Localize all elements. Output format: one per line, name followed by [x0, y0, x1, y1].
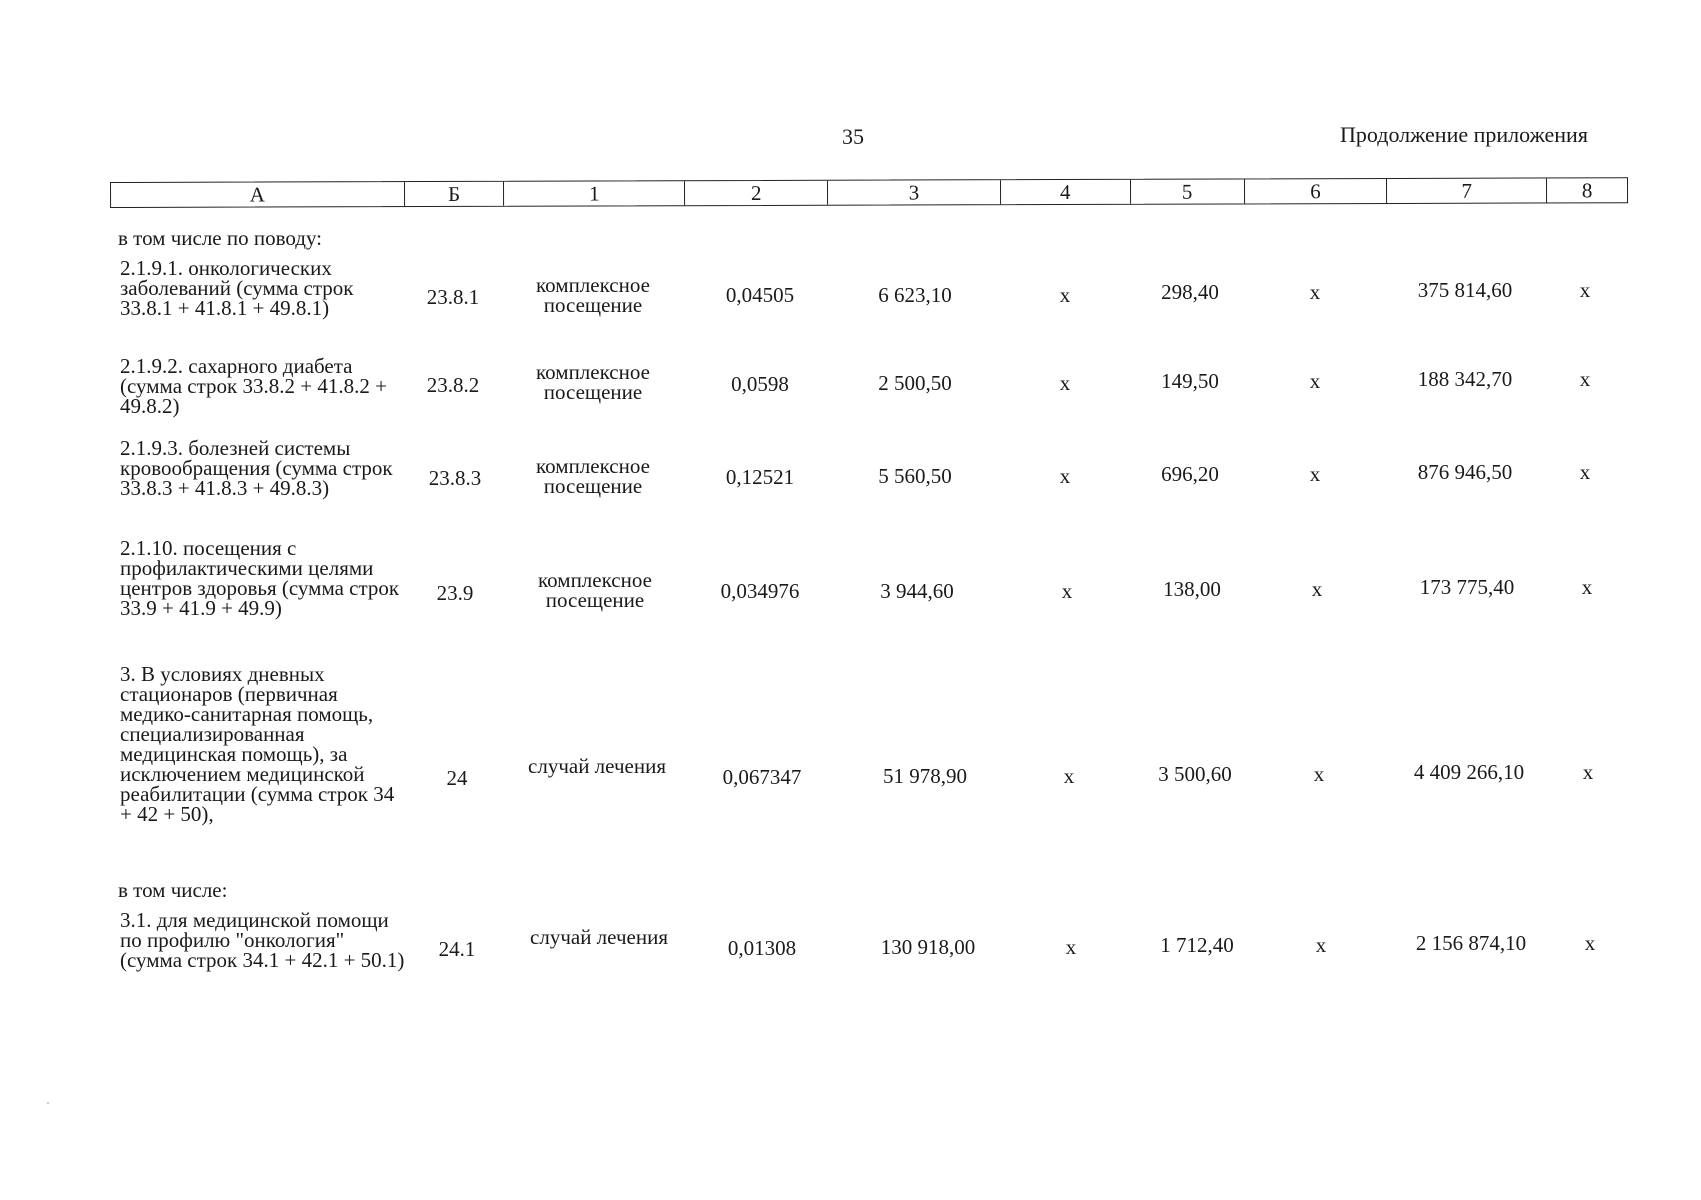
row-description: 2.1.9.3. болезней системы кровообращения (сумма строк 33.8.3 + 41.8.3 + 49.8.3): [120, 436, 393, 500]
row-unit: случай лечения: [530, 925, 668, 949]
row-col8: х: [1579, 460, 1591, 484]
row-col3: 3 944,60: [880, 579, 954, 603]
row-col4: х: [1061, 579, 1073, 603]
row-unit: комплексное посещение: [536, 454, 650, 498]
row-col8: х: [1579, 367, 1591, 391]
row-col2: 0,01308: [727, 936, 797, 960]
page-number: 35: [842, 124, 864, 149]
row-col4: х: [1059, 283, 1071, 307]
row-description: 3.1. для медицинской помощи по профилю "онкология" (сумма строк 34.1 + 42.1 + 50.1): [120, 908, 405, 972]
row-col4: х: [1059, 464, 1071, 488]
row-col6: х: [1315, 933, 1327, 957]
row-col7: 173 775,40: [1419, 575, 1515, 599]
row-col7: 4 409 266,10: [1413, 760, 1525, 784]
column-header-row: [110, 177, 1628, 208]
row-col8: х: [1584, 931, 1596, 955]
row-description: 2.1.9.1. онкологических заболеваний (сумма строк 33.8.1 + 41.8.1 + 49.8.1): [120, 256, 354, 320]
row-col3: 5 560,50: [878, 464, 952, 488]
row-col6: х: [1313, 762, 1325, 786]
row-col8: х: [1582, 760, 1594, 784]
row-col6: х: [1309, 462, 1321, 486]
row-col5: 138,00: [1163, 577, 1221, 601]
column-header-8: 8: [1581, 178, 1593, 203]
row-col6: х: [1311, 577, 1323, 601]
row-col3: 2 500,50: [878, 371, 952, 395]
subhead-including-reason: в том числе по поводу:: [118, 226, 323, 250]
row-col2: 0,12521: [725, 465, 795, 489]
row-col5: 696,20: [1161, 462, 1219, 486]
row-code: 23.8.2: [426, 373, 480, 397]
row-col6: х: [1309, 369, 1321, 393]
row-code: 23.8.1: [426, 285, 480, 309]
row-col4: х: [1063, 764, 1075, 788]
column-header-5: 5: [1131, 179, 1245, 203]
row-code: 24.1: [438, 937, 476, 961]
column-header-a: А: [111, 182, 405, 207]
row-code: 24: [446, 766, 468, 790]
row-col3: 6 623,10: [878, 283, 952, 307]
row-col5: 298,40: [1161, 280, 1219, 304]
column-header-1: 1: [504, 181, 685, 206]
row-col4: х: [1059, 371, 1071, 395]
row-col2: 0,067347: [722, 765, 802, 789]
row-col4: х: [1065, 935, 1077, 959]
row-description: 2.1.10. посещения с профилактическими целями центров здоровья (сумма строк 33.9 + 41.9 + 49.9): [120, 536, 400, 620]
column-header-b: Б: [405, 182, 505, 206]
column-header-7: 7: [1387, 178, 1547, 203]
column-header-4: 4: [1001, 180, 1131, 204]
row-col2: 0,04505: [725, 283, 795, 307]
row-col5: 1 712,40: [1160, 933, 1234, 957]
row-col3: 51 978,90: [883, 764, 967, 788]
continuation-label: Продолжение приложения: [1340, 122, 1588, 147]
column-header-3: 3: [828, 180, 1001, 205]
row-unit: комплексное посещение: [536, 360, 650, 404]
row-col5: 3 500,60: [1158, 762, 1232, 786]
row-unit: комплексное посещение: [538, 568, 652, 612]
row-description: 3. В условиях дневных стационаров (первичная медико-санитарная помощь, специализированная медицинская помощь), за исключением медицинской реабилитации (сумма строк 34 + 42 + 50),: [120, 662, 395, 826]
row-unit: случай лечения: [528, 754, 666, 778]
column-header-6: 6: [1244, 179, 1387, 203]
row-col3: 130 918,00: [880, 935, 976, 959]
scan-speck: [47, 1102, 49, 1104]
row-code: 23.9: [436, 581, 474, 605]
row-col2: 0,034976: [720, 579, 800, 603]
row-col7: 375 814,60: [1417, 278, 1513, 302]
row-col8: х: [1581, 575, 1593, 599]
row-description: 2.1.9.2. сахарного диабета (сумма строк 33.8.2 + 41.8.2 + 49.8.2): [120, 354, 387, 418]
row-unit: комплексное посещение: [536, 273, 650, 317]
row-col6: х: [1309, 280, 1321, 304]
column-header-2: 2: [685, 181, 828, 205]
row-code: 23.8.3: [428, 466, 482, 490]
subhead-including: в том числе:: [118, 878, 228, 902]
row-col2: 0,0598: [731, 372, 789, 396]
row-col7: 876 946,50: [1417, 460, 1513, 484]
row-col7: 188 342,70: [1417, 367, 1513, 391]
row-col7: 2 156 874,10: [1415, 931, 1527, 955]
row-col5: 149,50: [1161, 369, 1219, 393]
row-col8: х: [1579, 278, 1591, 302]
